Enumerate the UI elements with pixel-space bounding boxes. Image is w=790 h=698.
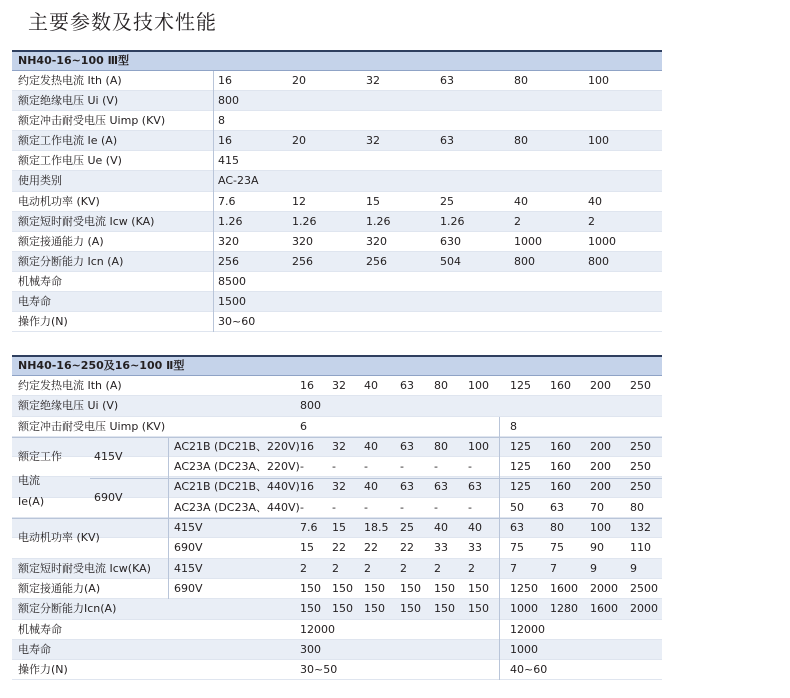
cell-value: 75: [550, 541, 564, 555]
cell-value: 100: [468, 379, 489, 392]
cell-value: 2: [300, 561, 307, 575]
cell-value: 63: [434, 480, 448, 494]
cell-value: 2: [434, 561, 441, 575]
cell-value: 160: [550, 480, 571, 494]
cell-value: 33: [434, 541, 448, 555]
cell-value: 20: [292, 74, 306, 87]
cell-value: -: [400, 460, 404, 474]
cell-value: 32: [332, 439, 346, 453]
cell-value: 2: [364, 561, 371, 575]
table-row: [12, 272, 662, 292]
row-sublabel: 690V: [174, 581, 203, 595]
cell-value: 125: [510, 460, 531, 474]
category-divider: [168, 518, 169, 599]
cell-value: 150: [434, 602, 455, 616]
group-divider: [12, 437, 662, 438]
column-divider: [213, 71, 214, 332]
row-label: 使用类别: [18, 174, 62, 188]
table-row: [12, 620, 662, 640]
row-sublabel: 690V: [174, 541, 203, 555]
cell-value: 63: [468, 480, 482, 494]
cell-value: 1.26: [292, 214, 317, 228]
row-label: 额定接通能力 (A): [18, 234, 104, 248]
cell-value: 504: [440, 254, 461, 268]
row-label: 额定冲击耐受电压 Uimp (KV): [18, 114, 166, 128]
cell-value: 800: [218, 94, 239, 108]
cell-value: 80: [514, 134, 528, 148]
row-label: 额定冲击耐受电压 Uimp (KV): [18, 419, 166, 433]
cell-value: 80: [550, 521, 564, 535]
cell-value: 1000: [510, 602, 538, 616]
cell-value: 75: [510, 541, 524, 555]
table-nh40-type-iii: [12, 50, 662, 332]
cell-value: 800: [300, 399, 321, 413]
cell-value: 200: [590, 460, 611, 474]
cell-value: 125: [510, 480, 531, 494]
cell-value: 160: [550, 460, 571, 474]
cell-value: 40: [364, 379, 378, 392]
row-category: AC23A (DC23A、220V): [174, 460, 300, 474]
cell-value: 63: [400, 439, 414, 453]
cell-value: 63: [400, 480, 414, 494]
group-label-current: Ie(A): [18, 494, 45, 508]
cell-value: 15: [300, 541, 314, 555]
cell-value: 100: [468, 439, 489, 453]
table-row: [12, 192, 662, 212]
voltage-label-690: 690V: [94, 490, 123, 504]
cell-value: 1000: [510, 642, 538, 656]
cell-value: 70: [590, 500, 604, 514]
table-row: [12, 252, 662, 272]
cell-value: 8500: [218, 274, 246, 288]
cell-value: 125: [510, 439, 531, 453]
group-divider: [12, 518, 662, 519]
cell-value: 256: [366, 254, 387, 268]
cell-value: -: [468, 500, 472, 514]
cell-value: 300: [300, 642, 321, 656]
cell-value: -: [300, 460, 304, 474]
cell-value: 1.26: [218, 214, 243, 228]
row-label: 机械寿命: [18, 622, 62, 636]
cell-value: -: [332, 500, 336, 514]
cell-value: 150: [400, 602, 421, 616]
row-sublabel: 415V: [174, 561, 203, 575]
cell-value: 100: [590, 521, 611, 535]
cell-value: 50: [510, 500, 524, 514]
cell-value: 25: [440, 194, 454, 208]
cell-value: 12000: [300, 622, 335, 636]
cell-value: 320: [218, 234, 239, 248]
cell-value: -: [364, 460, 368, 474]
cell-value: 250: [630, 460, 651, 474]
group-label-motor: 电动机功率 (KV): [18, 531, 100, 545]
cell-value: 2000: [630, 602, 658, 616]
cell-value: 1000: [588, 234, 616, 248]
cell-value: 16: [300, 379, 314, 392]
cell-value: 2000: [590, 581, 618, 595]
row-category: AC21B (DC21B、220V): [174, 439, 300, 453]
cell-value: 63: [550, 500, 564, 514]
cell-value: 8: [218, 114, 225, 128]
cell-value: 800: [514, 254, 535, 268]
cell-value: 1600: [550, 581, 578, 595]
row-label: 电动机功率 (KV): [18, 194, 100, 208]
row-category: AC21B (DC21B、440V): [174, 480, 300, 494]
cell-value: 7: [550, 561, 557, 575]
cell-value: -: [300, 500, 304, 514]
cell-value: 30~50: [300, 663, 338, 677]
row-label: 额定工作电压 Ue (V): [18, 154, 122, 168]
cell-value: -: [434, 500, 438, 514]
table-row: [12, 599, 662, 619]
row-label: 机械寿命: [18, 274, 62, 288]
voltage-label-415: 415V: [94, 449, 123, 463]
row-label: 额定分断能力Icn(A): [18, 602, 117, 616]
table-row: [12, 396, 662, 416]
cell-value: 16: [300, 439, 314, 453]
rating-divider: [499, 417, 500, 681]
cell-value: 1.26: [440, 214, 465, 228]
cell-value: 200: [590, 439, 611, 453]
cell-value: 16: [218, 74, 232, 87]
table-row: [12, 171, 662, 191]
group-label-current: 电流: [18, 474, 40, 488]
table-row: [12, 131, 662, 151]
cell-value: 22: [332, 541, 346, 555]
cell-value: 1.26: [366, 214, 391, 228]
row-label: 额定绝缘电压 Ui (V): [18, 399, 119, 413]
table-row: [12, 559, 662, 579]
cell-value: 22: [400, 541, 414, 555]
cell-value: 2: [514, 214, 521, 228]
voltage-group-divider: [90, 478, 662, 479]
cell-value: 25: [400, 521, 414, 535]
cell-value: 32: [332, 379, 346, 392]
cell-value: AC-23A: [218, 174, 259, 188]
cell-value: 30~60: [218, 315, 256, 329]
cell-value: 2: [332, 561, 339, 575]
cell-value: 100: [588, 134, 609, 148]
cell-value: 8: [510, 419, 517, 433]
row-label: 额定短时耐受电流 Icw(KA): [18, 561, 151, 575]
cell-value: 125: [510, 379, 531, 392]
cell-value: 415: [218, 154, 239, 168]
cell-value: 2500: [630, 581, 658, 595]
cell-value: 250: [630, 480, 651, 494]
cell-value: 256: [218, 254, 239, 268]
table-nh40-type-ii: [12, 355, 662, 680]
cell-value: 9: [630, 561, 637, 575]
cell-value: 12000: [510, 622, 545, 636]
cell-value: 150: [468, 581, 489, 595]
cell-value: 150: [364, 602, 385, 616]
cell-value: 80: [434, 379, 448, 392]
row-label: 电寿命: [18, 295, 51, 309]
page-title: 主要参数及技术性能: [28, 10, 217, 34]
cell-value: 15: [366, 194, 380, 208]
table-header: NH40-16~100 Ⅲ型: [12, 50, 662, 71]
row-label: 电寿命: [18, 642, 51, 656]
cell-value: 132: [630, 521, 651, 535]
cell-value: 2: [588, 214, 595, 228]
cell-value: 630: [440, 234, 461, 248]
table-body: [12, 376, 662, 680]
table-row: [12, 91, 662, 111]
table-row: [12, 376, 662, 396]
cell-value: 12: [292, 194, 306, 208]
cell-value: 1280: [550, 602, 578, 616]
cell-value: 63: [440, 134, 454, 148]
table-body: [12, 71, 662, 332]
cell-value: 200: [590, 480, 611, 494]
cell-value: 40: [468, 521, 482, 535]
table-row: [12, 538, 662, 558]
group-label-current: 额定工作: [18, 449, 62, 463]
row-label: 约定发热电流 Ith (A): [18, 74, 122, 87]
cell-value: -: [364, 500, 368, 514]
cell-value: 80: [630, 500, 644, 514]
row-sublabel: 415V: [174, 521, 203, 535]
cell-value: 18.5: [364, 521, 389, 535]
cell-value: 150: [434, 581, 455, 595]
cell-value: 320: [366, 234, 387, 248]
row-label: 额定短时耐受电流 Icw (KA): [18, 214, 155, 228]
cell-value: 7.6: [218, 194, 236, 208]
cell-value: 150: [332, 581, 353, 595]
table-row: [12, 417, 662, 437]
cell-value: 16: [218, 134, 232, 148]
cell-value: 1000: [514, 234, 542, 248]
cell-value: 32: [366, 74, 380, 87]
cell-value: 200: [590, 379, 611, 392]
cell-value: 1500: [218, 295, 246, 309]
table-row: [12, 660, 662, 680]
cell-value: 2: [400, 561, 407, 575]
table-row: [12, 292, 662, 312]
table-row: [12, 151, 662, 171]
table-row: [12, 232, 662, 252]
cell-value: 110: [630, 541, 651, 555]
row-label: 额定工作电流 Ie (A): [18, 134, 118, 148]
row-label: 额定绝缘电压 Ui (V): [18, 94, 119, 108]
row-label: 约定发热电流 Ith (A): [18, 379, 122, 392]
cell-value: 40: [514, 194, 528, 208]
table-row: [12, 518, 662, 538]
table-row: [12, 640, 662, 660]
cell-value: 150: [300, 602, 321, 616]
cell-value: 80: [434, 439, 448, 453]
cell-value: 250: [630, 439, 651, 453]
cell-value: 7.6: [300, 521, 318, 535]
table-row: [12, 212, 662, 232]
cell-value: 100: [588, 74, 609, 87]
cell-value: 16: [300, 480, 314, 494]
row-label: 操作力(N): [18, 315, 68, 329]
table-header: NH40-16~250及16~100 Ⅱ型: [12, 355, 662, 376]
cell-value: 2: [468, 561, 475, 575]
cell-value: 9: [590, 561, 597, 575]
cell-value: 150: [400, 581, 421, 595]
row-label: 额定接通能力(A): [18, 581, 101, 595]
cell-value: -: [400, 500, 404, 514]
cell-value: 63: [400, 379, 414, 392]
cell-value: 150: [364, 581, 385, 595]
cell-value: 40: [364, 480, 378, 494]
cell-value: 33: [468, 541, 482, 555]
row-label: 操作力(N): [18, 663, 68, 677]
cell-value: 250: [630, 379, 651, 392]
cell-value: 320: [292, 234, 313, 248]
cell-value: 6: [300, 419, 307, 433]
cell-value: 32: [332, 480, 346, 494]
table-row: [12, 111, 662, 131]
cell-value: 1600: [590, 602, 618, 616]
table-row: [12, 579, 662, 599]
cell-value: 63: [440, 74, 454, 87]
cell-value: 256: [292, 254, 313, 268]
cell-value: 40: [364, 439, 378, 453]
cell-value: 40: [434, 521, 448, 535]
cell-value: 160: [550, 379, 571, 392]
row-category: AC23A (DC23A、440V): [174, 500, 300, 514]
cell-value: 150: [468, 602, 489, 616]
cell-value: 150: [300, 581, 321, 595]
cell-value: 40~60: [510, 663, 548, 677]
cell-value: 40: [588, 194, 602, 208]
cell-value: -: [332, 460, 336, 474]
cell-value: 80: [514, 74, 528, 87]
cell-value: 22: [364, 541, 378, 555]
cell-value: -: [468, 460, 472, 474]
table-row: [12, 71, 662, 91]
cell-value: 90: [590, 541, 604, 555]
table-row: [12, 312, 662, 332]
cell-value: 1250: [510, 581, 538, 595]
row-label: 额定分断能力 Icn (A): [18, 254, 124, 268]
cell-value: 160: [550, 439, 571, 453]
cell-value: 20: [292, 134, 306, 148]
cell-value: 7: [510, 561, 517, 575]
cell-value: 15: [332, 521, 346, 535]
cell-value: -: [434, 460, 438, 474]
cell-value: 800: [588, 254, 609, 268]
cell-value: 150: [332, 602, 353, 616]
cell-value: 63: [510, 521, 524, 535]
cell-value: 32: [366, 134, 380, 148]
